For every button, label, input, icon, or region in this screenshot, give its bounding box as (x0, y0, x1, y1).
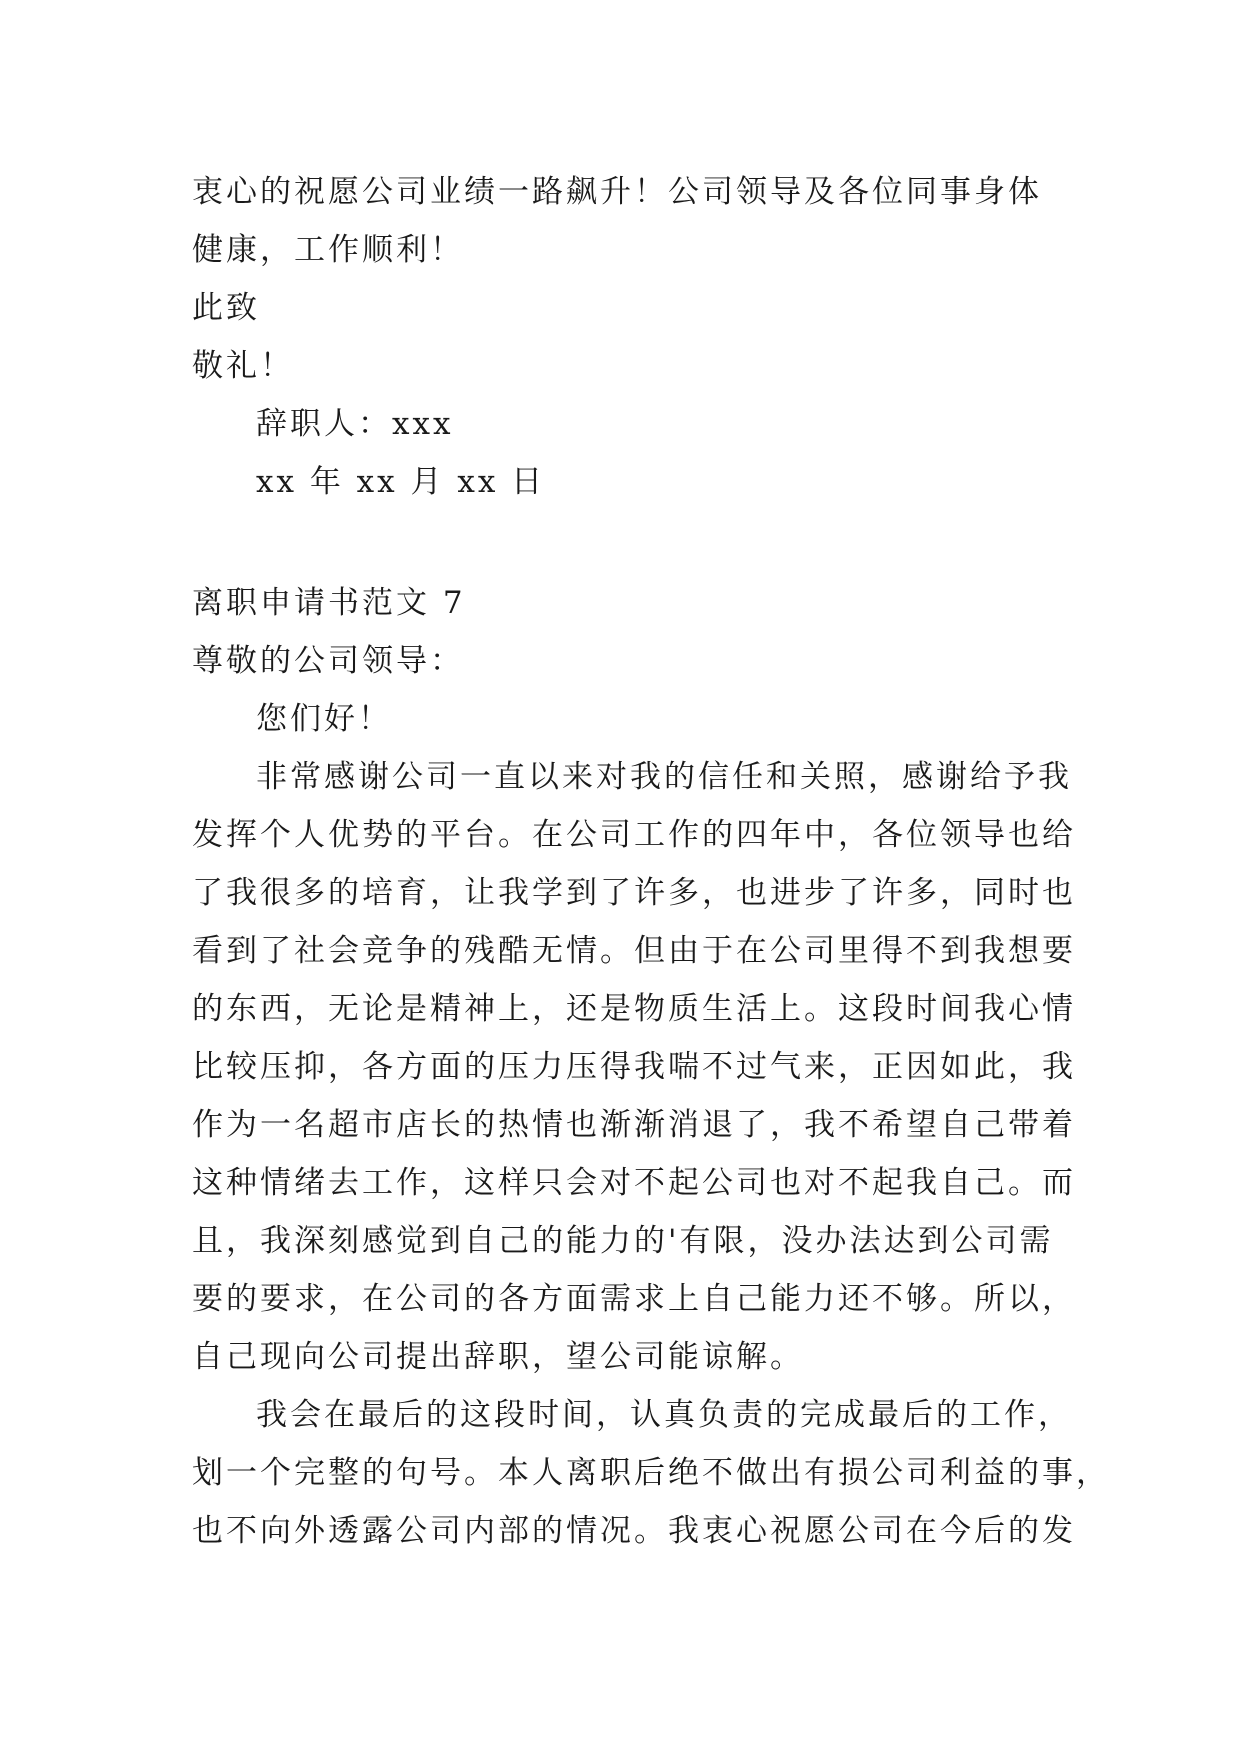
section-title: 离职申请书范文 7 (192, 585, 466, 621)
paragraph-line: 作为一名超市店长的热情也渐渐消退了，我不希望自己带着 (192, 1107, 1076, 1143)
greeting: 您们好！ (256, 701, 392, 737)
paragraph-line: 发挥个人优势的平台。在公司工作的四年中，各位领导也给 (192, 817, 1076, 853)
paragraph-line: 了我很多的培育，让我学到了许多，也进步了许多，同时也 (192, 875, 1076, 911)
paragraph-line: 的东西，无论是精神上，还是物质生活上。这段时间我心情 (192, 991, 1076, 1027)
closing-phrase: 此致 (192, 290, 260, 326)
closing-line: 健康，工作顺利！ (192, 232, 464, 268)
paragraph-line: 比较压抑，各方面的压力压得我喘不过气来，正因如此，我 (192, 1049, 1076, 1085)
salutation: 尊敬的公司领导： (192, 643, 464, 679)
paragraph-line: 且，我深刻感觉到自己的能力的'有限，没办法达到公司需 (192, 1223, 1054, 1259)
letter-section (192, 574, 1110, 1560)
paragraph-line: 非常感谢公司一直以来对我的信任和关照，感谢给予我 (256, 759, 1072, 795)
paragraph-line: 这种情绪去工作，这样只会对不起公司也对不起我自己。而 (192, 1165, 1076, 1201)
paragraph-line: 也不向外透露公司内部的情况。我衷心祝愿公司在今后的发 (192, 1513, 1076, 1549)
date-line: xx 年 xx 月 xx 日 (256, 464, 546, 500)
signature-line: 辞职人：xxx (256, 406, 454, 442)
paragraph-line: 要的要求，在公司的各方面需求上自己能力还不够。所以， (192, 1281, 1076, 1317)
paragraph-line: 看到了社会竞争的残酷无情。但由于在公司里得不到我想要 (192, 933, 1076, 969)
closing-block (192, 163, 1052, 511)
paragraph-line: 我会在最后的这段时间，认真负责的完成最后的工作， (256, 1397, 1072, 1433)
paragraph-line: 自己现向公司提出辞职，望公司能谅解。 (192, 1339, 804, 1375)
closing-line: 衷心的祝愿公司业绩一路飙升！公司领导及各位同事身体 (192, 174, 1042, 210)
closing-salute: 敬礼！ (192, 348, 294, 384)
paragraph-line: 划一个完整的句号。本人离职后绝不做出有损公司利益的事， (192, 1455, 1110, 1491)
